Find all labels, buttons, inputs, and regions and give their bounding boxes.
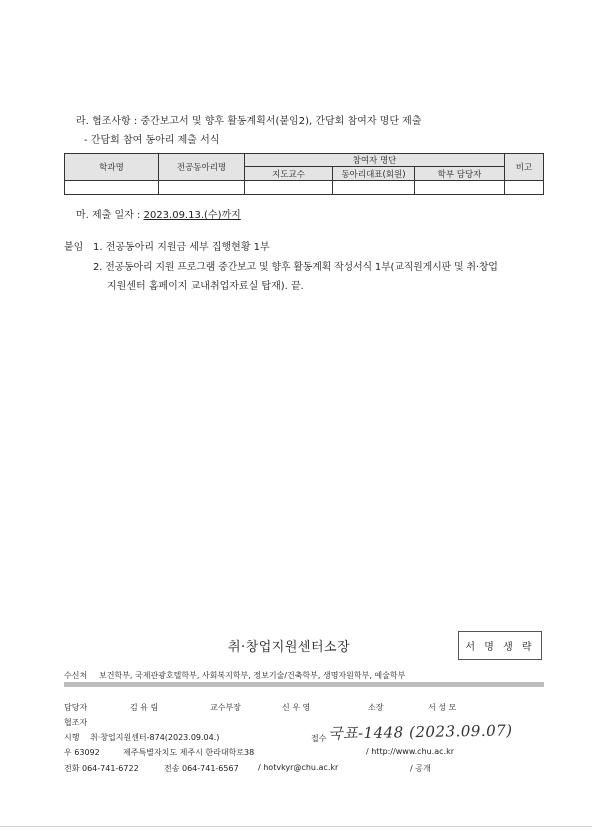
participant-form-table <box>64 153 544 195</box>
header-note: 비고 <box>505 154 544 181</box>
header-participants: 참여자 명단 <box>245 154 505 167</box>
page-bottom-divider <box>0 826 592 827</box>
fax-number: 전송 064-741-6567 <box>164 764 239 773</box>
submission-date: 2023.09.13.(수)까지 <box>143 210 241 221</box>
table-cell[interactable] <box>333 181 415 195</box>
signature-omitted-box: 서 명 생 략 <box>458 631 542 660</box>
cooperation-item: 라. 협조사항 : 중간보고서 및 향후 활동계획서(붙임2), 간담회 참여자 명단 제출 <box>76 116 422 127</box>
table-cell[interactable] <box>65 181 159 195</box>
receipt-handwritten-number: 국표-1448 (2023.09.07) <box>327 721 513 743</box>
table-row <box>65 181 544 195</box>
drafter-name: 김 유 림 <box>130 703 159 712</box>
attachment-item-2-cont: 지원센터 홈페이지 교내취업자료실 탑재). 끝. <box>107 281 304 292</box>
cooperator-label: 협조자 <box>64 718 88 727</box>
header-dept: 학과명 <box>65 154 159 181</box>
table-cell[interactable] <box>415 181 505 195</box>
header-divider <box>64 682 544 687</box>
table-cell[interactable] <box>159 181 245 195</box>
attachment-item-2: 2. 전공동아리 지원 프로그램 중간보고 및 향후 활동계획 작성서식 1부(교직원게시판 및 취·창업 <box>93 262 498 273</box>
attachment-item-1: 1. 전공동아리 지원금 세부 집행현황 1부 <box>93 242 270 253</box>
signer-title: 취·창업지원센터소장 <box>228 640 351 655</box>
header-staff: 학부 담당자 <box>415 167 505 181</box>
postal-code: 우 63092 <box>64 748 100 757</box>
header-rep: 동아리대표(회원) <box>333 167 415 181</box>
reviewer-name: 신 우 영 <box>282 703 311 712</box>
homepage-link[interactable]: / http://www.chu.ac.kr <box>366 747 455 756</box>
director-name: 서 성 모 <box>428 703 457 712</box>
submission-date-label: 마. 제출 일자 : <box>76 210 141 221</box>
enforce-label: 시행 <box>64 733 80 742</box>
phone-number: 전화 064-741-6722 <box>64 764 139 773</box>
drafter-role: 담당자 <box>64 703 88 712</box>
address-location: 제주특별자치도 제주시 한라대학로38 <box>123 748 255 757</box>
table-cell[interactable] <box>245 181 333 195</box>
enforce-number: 취·창업지원센터-874(2023.09.04.) <box>90 733 220 742</box>
form-caption: - 간담회 참여 동아리 제출 서식 <box>84 135 220 146</box>
submission-date-line <box>76 206 241 221</box>
attachments-label: 붙임 <box>64 242 84 253</box>
header-advisor: 지도교수 <box>245 167 333 181</box>
reviewer-role: 교수부장 <box>210 703 241 712</box>
header-club: 전공동아리명 <box>159 154 245 181</box>
disclosure-status: / 공개 <box>410 764 431 773</box>
recipients-list: 보건학부, 국제관광호텔학부, 사회복지학부, 정보기술/건축학부, 생명자원학부, 예술학부 <box>99 671 406 680</box>
director-role: 소장 <box>368 703 384 712</box>
receipt-label: 접수 <box>311 734 327 743</box>
recipients-label: 수신처 <box>64 671 88 680</box>
email-link[interactable]: / hotvkyr@chu.ac.kr <box>258 763 339 772</box>
table-cell[interactable] <box>505 181 544 195</box>
